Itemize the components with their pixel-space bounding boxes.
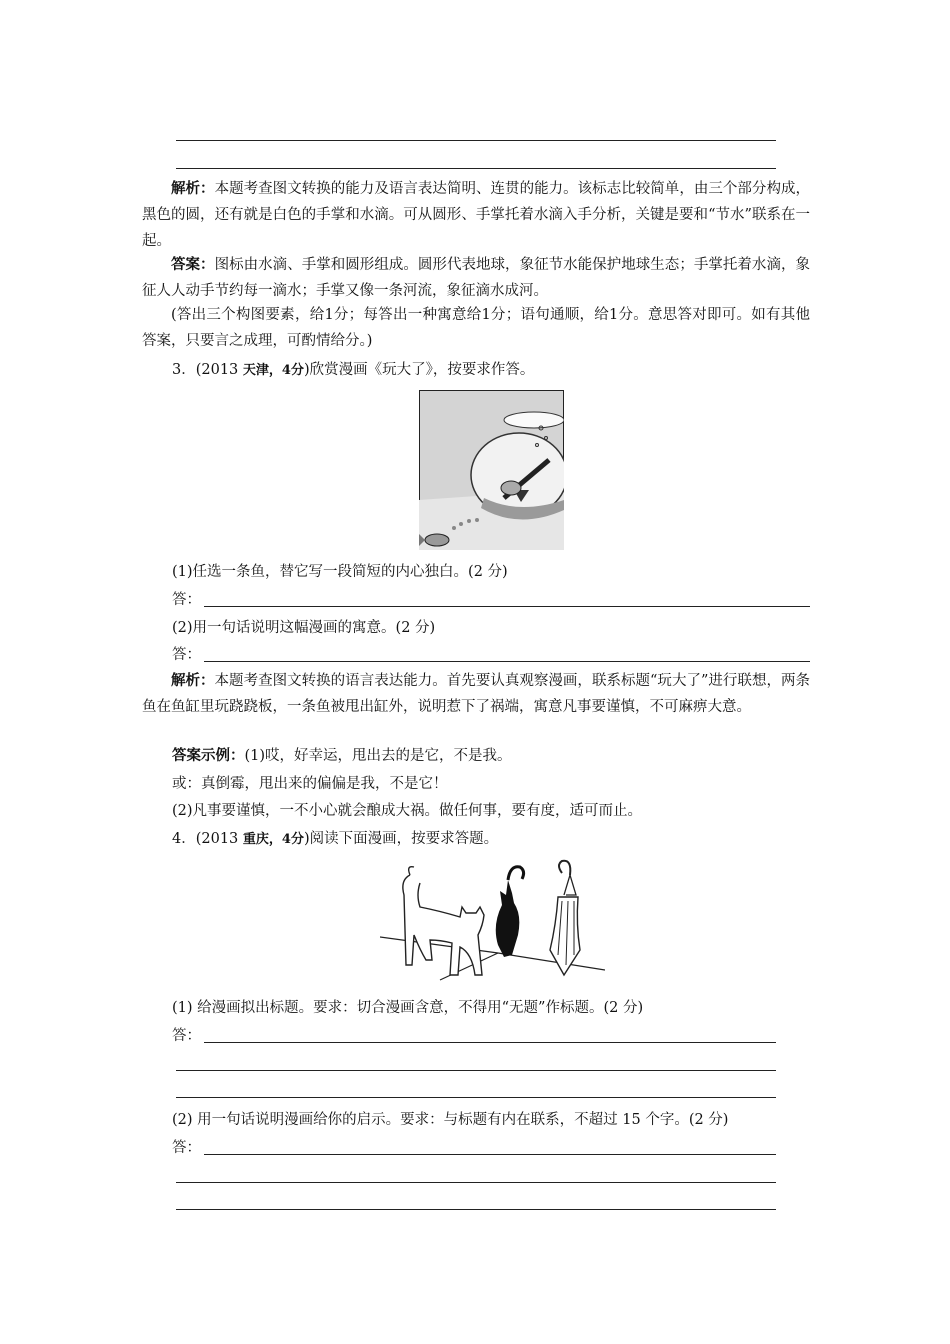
q3-sub2: (2)用一句话说明这幅漫画的寓意。(2 分) xyxy=(172,620,436,636)
answer-label: 答案： xyxy=(171,256,215,273)
q2-analysis xyxy=(142,176,810,254)
answer-label: 答： xyxy=(172,592,201,608)
q2-scoring-note: (答出三个构图要素，给1分；每答出一种寓意给1分；语句通顺，给1分。意思答对即可。如有其他答案，只要言之成理，可酌情给分。) xyxy=(142,307,810,349)
answer-line xyxy=(176,168,776,169)
answer-line xyxy=(176,140,776,141)
q3-header: 3．(2013 天津，4分)欣赏漫画《玩大了》，按要求作答。 xyxy=(172,362,535,378)
analysis-text: 本题考查图文转换的能力及语言表达简明、连贯的能力。该标志比较简单，由三个部分构成，黑色的圆，还有就是白色的手掌和水滴。可从圆形、手掌托着水滴入手分析，关键是要和“节水”联系在一起。 xyxy=(142,181,811,249)
answer-label: 答： xyxy=(172,1028,201,1044)
answer-line xyxy=(204,1042,776,1043)
answer-line xyxy=(204,1154,776,1155)
answer-line xyxy=(176,1070,776,1071)
analysis-label: 解析： xyxy=(171,672,215,689)
q4-header: 4．(2013 重庆，4分)阅读下面漫画，按要求答题。 xyxy=(172,831,499,847)
answer-line xyxy=(176,1182,776,1183)
q3-sub1: (1)任选一条鱼，替它写一段简短的内心独白。(2 分) xyxy=(172,564,508,580)
q2-answer xyxy=(142,252,810,304)
answer-line xyxy=(176,1097,776,1098)
answer-text: 图标由水滴、手掌和圆形组成。圆形代表地球，象征节水能保护地球生态；手掌托着水滴，象征人人动手节约每一滴水；手掌又像一条河流，象征滴水成河。 xyxy=(142,257,811,299)
analysis-label: 解析： xyxy=(171,180,215,197)
q4-source: 重庆，4分 xyxy=(242,832,304,847)
q3-example-3: (2)凡事要谨慎，一不小心就会酿成大祸。做任何事，要有度，适可而止。 xyxy=(172,803,643,819)
answer-line xyxy=(204,661,810,662)
example-label: 答案示例： xyxy=(172,747,245,764)
q3-source: 天津，4分 xyxy=(242,363,304,378)
q4-sub2: (2) 用一句话说明漫画给你的启示。要求：与标题有内在联系，不超过 15 个字。(2 分) xyxy=(172,1112,729,1128)
cartoon-cat-umbrella-image xyxy=(380,855,605,987)
cartoon-fishbowl-image xyxy=(419,390,564,550)
answer-line xyxy=(204,606,810,607)
q4-sub1: (1) 给漫画拟出标题。要求：切合漫画含意，不得用“无题”作标题。(2 分) xyxy=(172,1000,644,1016)
answer-label: 答： xyxy=(172,1140,201,1156)
q3-analysis xyxy=(142,668,810,720)
q3-example-1: 答案示例：(1)哎，好幸运，甩出去的是它，不是我。 xyxy=(172,747,512,764)
q3-example-2: 或：真倒霉，甩出来的偏偏是我，不是它！ xyxy=(172,776,448,792)
analysis-text: 本题考查图文转换的语言表达能力。首先要认真观察漫画，联系标题“玩大了”进行联想，两条鱼在鱼缸里玩跷跷板，一条鱼被甩出缸外，说明惹下了祸端，寓意凡事要谨慎，不可麻痹大意。 xyxy=(142,673,810,715)
answer-line xyxy=(176,1209,776,1210)
answer-label: 答： xyxy=(172,647,201,663)
